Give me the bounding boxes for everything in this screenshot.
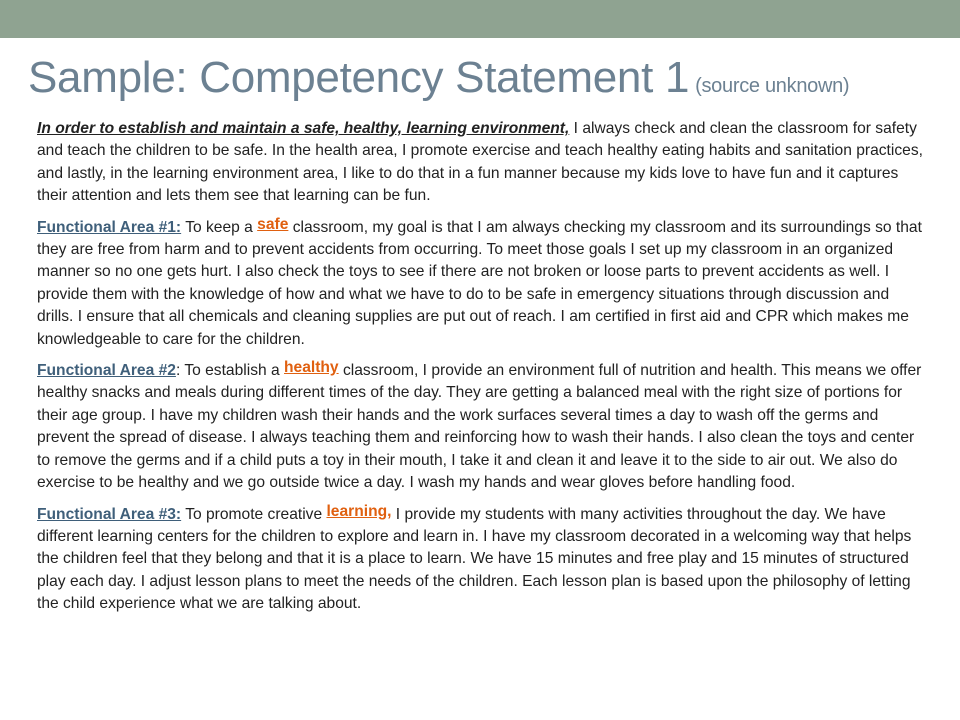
functional-area-1-label: Functional Area #1:	[37, 218, 182, 236]
intro-paragraph	[37, 118, 927, 208]
functional-area-2-paragraph	[37, 360, 927, 494]
top-accent-bar	[0, 0, 960, 38]
functional-area-3-text: I provide my students with many activities throughout the day. We have different learning centers for the children to explore and learn in. I have my classroom decorated in a welcoming way that helps the children feel that they belong and that it is a place to learn. We have 15 minutes and free play and 15 minutes of structured play each day. I adjust lesson plans to meet the needs of the children. Each lesson plan is based upon the philosophy of letting the child experience what we are talking about.	[37, 505, 912, 613]
functional-area-3-paragraph	[37, 504, 927, 616]
intro-text: I always check and clean the classroom for safety and teach the children to be safe. In the health area, I promote exercise and teach healthy eating habits and sanitation practices, and lastly, in the learning environment area, I like to do that in a fun manner because my kids love to have fun and it captures their attention and lets them see that learning can be fun.	[37, 120, 923, 205]
functional-area-2-text: classroom, I provide an environment full of nutrition and health. This means we offer healthy snacks and meals during different times of the day. They are getting a balanced meal with the right size of portions for their age group. I have my children wash their hands and the work surfaces several times a day to wash off the germs and prevent the spread of disease. I always teaching them and reinforcing how to wash their hands. I also clean the toys and center to remove the germs and if a child puts a toy in their mouth, I take it and clean it and leave it to the side to air out. We also do exercise to be healthy and we go outside twice a day. I wash my hands and wear gloves before handling food.	[37, 362, 922, 492]
functional-area-2-label: Functional Area #2	[37, 362, 176, 380]
functional-area-1-keyword: safe	[257, 215, 289, 233]
slide-subtitle: (source unknown)	[695, 75, 850, 97]
slide-title-text: Sample: Competency Statement 1	[28, 53, 690, 102]
slide-title	[28, 52, 849, 112]
functional-area-3-keyword: learning,	[326, 502, 392, 520]
slide-body	[37, 118, 927, 625]
functional-area-1-lead-in: To keep a	[181, 218, 258, 236]
functional-area-3-label: Functional Area #3:	[37, 505, 182, 523]
functional-area-1-text: classroom, my goal is that I am always checking my classroom and its surroundings so that they are free from harm and to prevent accidents from occurring. To meet those goals I set up my classroom in an organized manner so no one gets hurt. I also check the toys to see if there are not broken or loose parts to prevent accidents as well. I provide them with the knowledge of how and what we have to do to be safe in emergency situations through discussion and drills. I ensure that all chemicals and cleaning supplies are put out of reach. I am certified in first aid and CPR which makes me knowledgeable to care for the children.	[37, 218, 922, 348]
intro-lead: In order to establish and maintain a safe, healthy, learning environment,	[37, 120, 570, 137]
functional-area-3-lead-in: To promote creative	[181, 505, 327, 523]
functional-area-1-paragraph	[37, 217, 927, 351]
functional-area-2-keyword: healthy	[284, 359, 339, 377]
functional-area-2-lead-in: : To establish a	[175, 362, 285, 380]
